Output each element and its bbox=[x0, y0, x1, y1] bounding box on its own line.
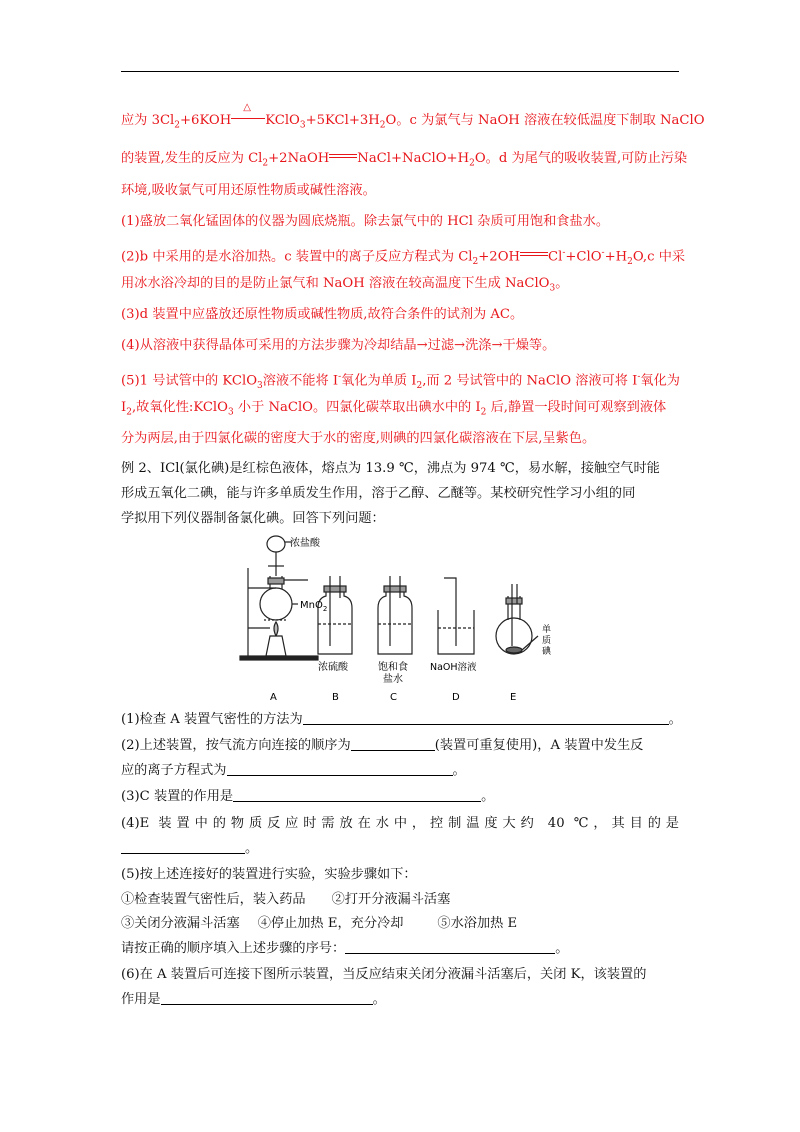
heat-condition-symbol: △ bbox=[243, 102, 251, 113]
question-6-line-2: 作用是 。 bbox=[121, 992, 386, 1007]
answer-line-3: 环境,吸收氯气可用还原性物质或碱性溶液。 bbox=[121, 183, 376, 198]
question-3: (3)C 装置的作用是 。 bbox=[121, 789, 495, 804]
sep-funnel bbox=[267, 536, 285, 552]
header-rule bbox=[121, 71, 679, 72]
label-e-reagent-2: 质 bbox=[542, 636, 552, 646]
letter-b: B bbox=[332, 692, 339, 703]
label-e-reagent-3: 碘 bbox=[542, 647, 552, 657]
question-6: (6)在 A 装置后可连接下图所示装置，当反应结束关闭分液漏斗活塞后，关闭 K，该装置的 bbox=[121, 967, 647, 982]
answer-blank-2b[interactable] bbox=[227, 762, 453, 776]
answer-blank-6[interactable] bbox=[161, 991, 373, 1005]
answer-2-line-2: 用冰水浴冷却的目的是防止氯气和 NaOH 溶液在较高温度下生成 NaClO$_3$。 bbox=[121, 276, 569, 294]
flask-e bbox=[496, 584, 538, 654]
answer-blank-3[interactable] bbox=[233, 788, 481, 802]
answer-blank-5[interactable] bbox=[345, 940, 555, 954]
example-2-line-1: 例 2、ICl(氯化碘)是红棕色液体，熔点为 13.9 ℃，沸点为 974 ℃，易水解，接触空气时能 bbox=[121, 461, 660, 476]
answer-5-line-1: (5)1 号试管中的 KClO$_3$溶液不能将 I-氧化为单质 $I_2$,而 2 号试管中的 NaClO 溶液可将 I-氧化为 bbox=[121, 372, 680, 392]
beaker-d bbox=[438, 578, 474, 654]
answer-blank-2a[interactable] bbox=[351, 737, 435, 751]
answer-line-1: 应为 $3Cl_2+6KOH$ △ $KClO_3+5KCl+3H_2O$。c 为氯气与 NaOH 溶液在较低温度下制取 NaClO bbox=[121, 112, 705, 135]
equals-sign bbox=[520, 252, 548, 256]
example-2-line-2: 形成五氧化二碘，能与许多单质发生作用，溶于乙醇、乙醚等。某校研究性学习小组的同 bbox=[121, 486, 636, 501]
alcohol-lamp bbox=[266, 636, 286, 656]
apparatus-figure bbox=[230, 528, 570, 706]
mno2-label: MnO$_2$ bbox=[300, 600, 328, 613]
question-4: (4)E 装置中的物质反应时需放在水中，控制温度大约 40 ℃，其目的是 bbox=[121, 816, 679, 831]
question-4-line-2: 。 bbox=[121, 840, 258, 858]
bottle-b bbox=[318, 576, 352, 654]
label-c-reagent-1: 饱和食 bbox=[378, 662, 408, 673]
answer-1: (1)盛放二氧化锰固体的仪器为圆底烧瓶。除去氯气中的 HCl 杂质可用饱和食盐水。 bbox=[121, 214, 610, 229]
acid-label: 浓盐酸 bbox=[290, 538, 320, 549]
steps-line-1: ①检查装置气密性后，装入药品 ②打开分液漏斗活塞 bbox=[121, 892, 451, 907]
label-d-reagent: NaOH溶液 bbox=[430, 662, 477, 673]
answer-5-line-3: 分为两层,由于四氯化碳的密度大于水的密度,则碘的四氯化碳溶液在下层,呈紫色。 bbox=[121, 431, 596, 446]
question-1: (1)检查 A 装置气密性的方法为 。 bbox=[121, 712, 682, 727]
answer-blank-4[interactable] bbox=[121, 840, 245, 854]
label-e-reagent-1: 单 bbox=[542, 625, 552, 635]
question-2: (2)上述装置，按气流方向连接的顺序为 (装置可重复使用)，A 装置中发生反 bbox=[121, 738, 644, 753]
label-b-reagent: 浓硫酸 bbox=[318, 662, 348, 673]
answer-4: (4)从溶液中获得晶体可采用的方法步骤为冷却结晶→过滤→洗涤→干燥等。 bbox=[121, 338, 556, 353]
question-5-order: 请按正确的顺序填入上述步骤的序号： 。 bbox=[121, 941, 569, 956]
question-5: (5)按上述连接好的装置进行实验，实验步骤如下： bbox=[121, 867, 417, 882]
example-2-line-3: 学拟用下列仪器制备氯化碘。回答下列问题： bbox=[121, 511, 385, 526]
letter-a: A bbox=[270, 692, 277, 703]
answer-5-line-2: $I_2$,故氧化性:KClO$_3$ 小于 NaClO。四氯化碳萃取出碘水中的 $I_2$ 后,静置一段时间可观察到液体 bbox=[121, 400, 667, 418]
answer-2-line-1: (2)b 中采用的是水浴加热。c 装置中的离子反应方程式为 $Cl_2+2OH$ $Cl^-+ClO^-+H_2O,c$ 中采 bbox=[121, 248, 686, 268]
question-2-line-2: 应的离子方程式为 。 bbox=[121, 763, 466, 778]
answer-line-2: 的装置,发生的反应为 $Cl_2+2NaOH$ $NaCl+NaClO+H_2O$。d 为尾气的吸收装置,可防止污染 bbox=[121, 151, 688, 169]
answer-3: (3)d 装置中应盛放还原性物质或碱性物质,故符合条件的试剂为 AC。 bbox=[121, 307, 524, 322]
answer-blank-1[interactable] bbox=[303, 711, 669, 725]
steps-line-2: ③关闭分液漏斗活塞 ④停止加热 E，充分冷却 ⑤水浴加热 E bbox=[121, 916, 518, 931]
letter-d: D bbox=[452, 692, 460, 703]
equals-sign bbox=[329, 154, 357, 158]
letter-e: E bbox=[510, 692, 517, 703]
bottle-c bbox=[378, 576, 412, 654]
label-c-reagent-2: 盐水 bbox=[383, 674, 403, 685]
round-flask bbox=[260, 588, 292, 620]
letter-c: C bbox=[390, 692, 397, 703]
